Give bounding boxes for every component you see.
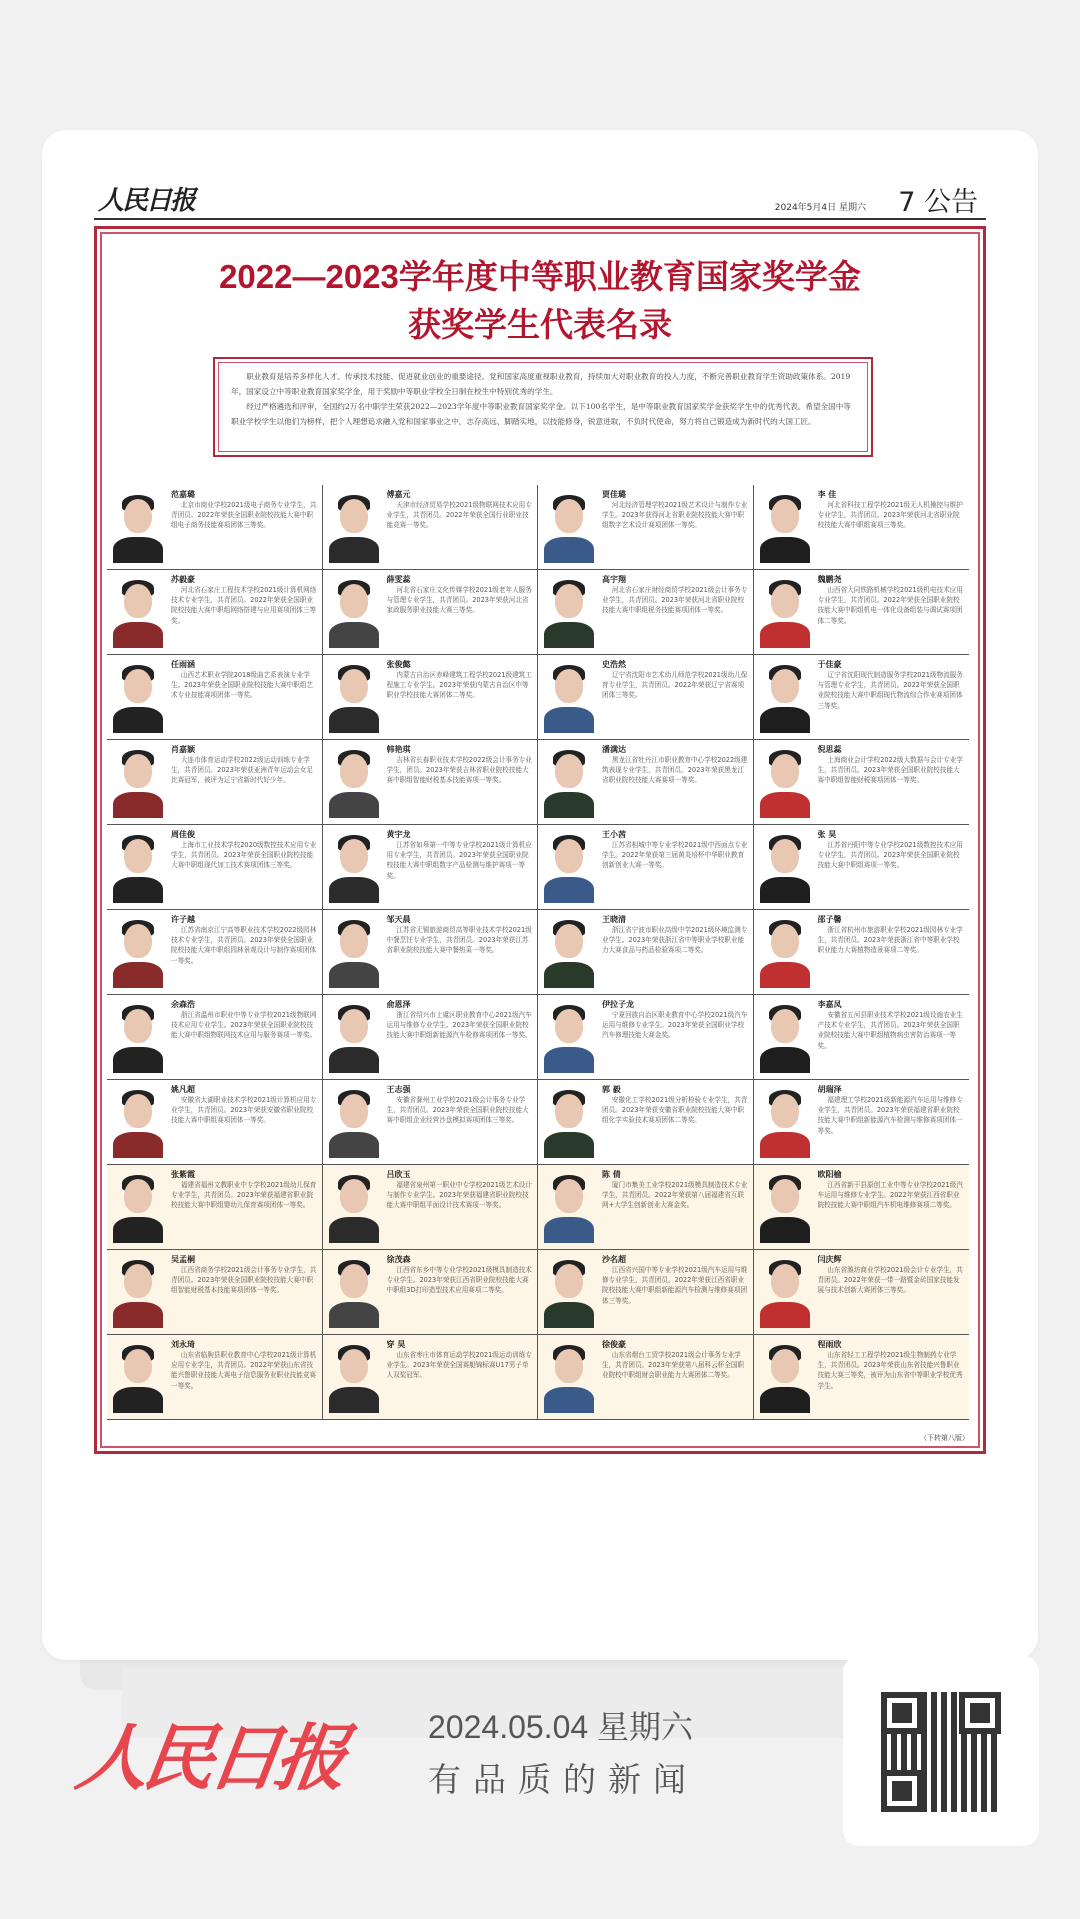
student-bio: 江西省兴国中等专业学校2021级汽车运用与维修专业学生，共青团员。2022年荣获江西省职业院校技能大赛中职组新能源汽车检测与维修赛项团体三等奖。 [602, 1266, 748, 1305]
page-title: 2022—2023学年度中等职业教育国家奖学金 [219, 258, 861, 295]
student-name: 傅嘉元 [386, 490, 411, 499]
student-entry [754, 825, 970, 910]
student-bio: 天津市经济贸易学校2021级物联网技术应用专业学生，共青团员。2022年荣获全国行业职业技能竞赛一等奖。 [386, 501, 532, 530]
footer-logo: 人民日报 [71, 1715, 348, 1800]
student-bio: 山东省轻工工程学校2021级生物制药专业学生，共青团员。2023年荣获山东省技能兴鲁职业技能大赛三等奖，被评为山东省中等职业学校优秀学生。 [817, 1351, 963, 1390]
student-entry [538, 1080, 754, 1165]
student-photo [111, 914, 165, 988]
student-entry [754, 740, 970, 825]
student-photo [111, 574, 165, 648]
student-name: 闫庆辉 [817, 1255, 842, 1264]
student-photo [758, 1339, 812, 1413]
student-name: 沙名超 [602, 1255, 626, 1264]
student-name: 高宇翔 [602, 575, 626, 584]
student-bio: 江苏省无锡旅游商贸高等职业技术学校2021级中餐烹饪专业学生，共青团员。2023年荣获江苏省职业院校技能大赛中餐热菜一等奖。 [386, 926, 532, 955]
student-name: 程雨欣 [817, 1340, 842, 1349]
student-entry [754, 570, 970, 655]
student-bio: 福建省福州文教职业中专学校2021级幼儿保育专业学生，共青团员。2023年荣获福建省职业院校技能大赛中职组婴幼儿保育赛项团体一等奖。 [171, 1181, 317, 1210]
student-entry [107, 1250, 323, 1335]
student-name: 吴孟桐 [171, 1255, 195, 1264]
student-bio: 辽宁省沈阳现代制造服务学校2021级物流服务与管理专业学生，共青团员。2022年荣获全国职业院校技能大赛中职组现代物流综合作业赛项团体三等奖。 [817, 671, 963, 710]
student-bio: 河北省石家庄工程技术学校2021级计算机网络技术专业学生，共青团员。2022年荣获全国职业院校技能大赛中职组网络搭建与应用赛项团体三等奖。 [171, 586, 317, 625]
student-entry [323, 995, 539, 1080]
student-bio: 上海商业会计学校2022级大数据与会计专业学生，共青团员。2023年荣获全国职业院校技能大赛中职组智能财税赛项团体一等奖。 [817, 756, 963, 785]
student-bio: 辽宁省沈阳市艺术幼儿师范学校2021级幼儿保育专业学生，共青团员。2022年荣获辽宁省赛项团体三等奖。 [602, 671, 748, 700]
qr-card[interactable] [843, 1656, 1039, 1846]
student-name: 贾佳璐 [602, 490, 626, 499]
masthead-logo: 人民日报 [98, 186, 195, 216]
student-photo [327, 744, 381, 818]
student-bio: 江西省新干县原创工业中等专业学校2021级汽车运用与维修专业学生。2022年荣获江西省职业院校技能大赛中职组汽车机电维修赛项二等奖。 [817, 1181, 963, 1210]
student-entry [754, 485, 970, 570]
student-bio: 山东省临朐县职业教育中心学校2021级计算机应用专业学生，共青团员。2022年荣获山东省技能兴鲁职业技能大赛电子信息服务业职业技能竞赛一等奖。 [171, 1351, 317, 1390]
student-name: 李 佳 [817, 490, 837, 499]
student-entry [754, 1250, 970, 1335]
student-entry [107, 485, 323, 570]
student-name: 伊拉子龙 [602, 1000, 634, 1009]
student-name: 薛雯蕊 [386, 575, 411, 584]
student-name: 胡瑞泽 [817, 1085, 842, 1094]
newspaper-card[interactable] [42, 130, 1038, 1660]
student-entry [107, 910, 323, 995]
student-name: 韩艳琪 [386, 745, 411, 754]
student-name: 陈 倩 [602, 1170, 621, 1179]
student-name: 苏毅豪 [171, 575, 195, 584]
student-photo [758, 999, 812, 1073]
student-photo [327, 1339, 381, 1413]
student-bio: 河北经济管理学校2021级艺术设计与制作专业学生。2023年获得河北省职业院校技能大赛中职组数字艺术设计赛项团体一等奖。 [602, 501, 748, 530]
student-entry [754, 1080, 970, 1165]
student-name: 魏鹏尧 [817, 575, 842, 584]
student-name: 王晓清 [602, 915, 626, 924]
student-bio: 福建省泉州第一职业中专学校2021级艺术设计与制作专业学生。2023年荣获福建省职业院校技能大赛中职组平面设计技术赛项一等奖。 [386, 1181, 532, 1210]
student-photo [111, 829, 165, 903]
student-photo [758, 659, 812, 733]
student-photo [111, 1254, 165, 1328]
student-name: 潘满达 [602, 745, 626, 754]
masthead [94, 178, 986, 220]
student-entry [107, 1080, 323, 1165]
student-bio: 吉林省长春职业技术学校2022级会计事务专业学生，团员。2023年荣获吉林省职业院校技能大赛中职组智能财税基本技能赛项一等奖。 [386, 756, 532, 785]
student-name: 徐茂森 [386, 1255, 411, 1264]
student-entry [107, 655, 323, 740]
student-name: 范嘉璐 [171, 490, 195, 499]
student-bio: 宁夏回族自治区职业教育中心学校2021级汽车运用与维修专业学生。2023年荣获全国职业学校汽车修理技能大赛金奖。 [602, 1011, 748, 1040]
student-name: 姚凡超 [171, 1085, 195, 1094]
student-name: 许子越 [171, 915, 195, 924]
student-bio: 安徽化工学校2021级分析检验专业学生，共青团员。2023年荣获安徽省职业院校技能大赛中职组化学实验技术赛项团体二等奖。 [602, 1096, 748, 1125]
student-entry [107, 570, 323, 655]
student-entry [754, 910, 970, 995]
student-name: 徐俊豪 [602, 1340, 626, 1349]
newspaper-page [94, 178, 986, 1598]
student-bio: 安徽省太湖职业技术学校2021级计算机应用专业学生，共青团员。2023年荣获安徽省职业院校技能大赛中职组赛项团体一等奖。 [171, 1096, 317, 1125]
student-photo [111, 659, 165, 733]
student-bio: 安徽省滁州工业学校2021级会计事务专业学生，共青团员。2023年荣获全国职业院校技能大赛中职组企业经营沙盘模拟赛项团体三等奖。 [386, 1096, 529, 1125]
student-bio: 厦门市集美工业学校2021级模具制造技术专业学生，共青团员。2022年荣获第八届福建省互联网+大学生创新创业大赛金奖。 [602, 1181, 748, 1210]
student-entry [538, 485, 754, 570]
student-photo [327, 829, 381, 903]
student-name: 倪思蕊 [817, 745, 842, 754]
student-entry [538, 570, 754, 655]
student-entry [538, 1335, 754, 1420]
student-name: 张紫霞 [171, 1170, 195, 1179]
student-photo [758, 744, 812, 818]
continued-note: （下转第八版） [920, 1434, 969, 1442]
student-name: 邹天晨 [386, 915, 411, 924]
student-entry [107, 825, 323, 910]
student-photo [542, 659, 596, 733]
student-photo [327, 659, 381, 733]
student-photo [758, 914, 812, 988]
student-entry [538, 1250, 754, 1335]
student-name: 余森浩 [171, 1000, 195, 1009]
student-entry [754, 995, 970, 1080]
student-photo [111, 744, 165, 818]
student-bio: 江西省商务学校2021级会计事务专业学生，共青团员。2023年荣获全国职业院校技能大赛中职组智能财税基本技能赛项团体一等奖。 [171, 1266, 317, 1295]
intro-box [213, 357, 873, 457]
student-name: 肖嘉颖 [171, 745, 195, 754]
student-bio: 浙江省杭州市旅游职业学校2021级园林专业学生，共青团员。2023年荣获浙江省中等职业学校职业能力大赛植物造景赛项二等奖。 [817, 926, 963, 955]
student-photo [542, 1339, 596, 1413]
student-photo [327, 1254, 381, 1328]
student-name: 穿 昊 [386, 1340, 406, 1349]
student-entry [323, 485, 539, 570]
student-photo [327, 1084, 381, 1158]
student-entry [323, 740, 539, 825]
student-entry [538, 1165, 754, 1250]
student-photo [111, 1169, 165, 1243]
student-name: 郭 毅 [602, 1085, 621, 1094]
student-name: 欧阳榆 [817, 1170, 842, 1179]
student-bio: 河北省石家庄财经商贸学校2021级会计事务专业学生，共青团员。2023年荣获河北省职业院校技能大赛中职组税务技能赛项团体一等奖。 [602, 586, 748, 615]
page-subtitle: 获奖学生代表名录 [408, 306, 672, 343]
student-bio: 河北省石家庄文化传媒学校2021级老年人服务与管理专业学生，共青团员。2023年荣获河北省家政服务职业技能大赛三等奖。 [386, 586, 532, 615]
student-entry [107, 1165, 323, 1250]
student-bio: 北京市商业学校2021级电子商务专业学生，共青团员。2022年荣获全国职业院校技能大赛中职组电子商务技能赛项团体三等奖。 [171, 501, 317, 530]
student-photo [327, 489, 381, 563]
student-photo [111, 999, 165, 1073]
announcement-frame [94, 226, 986, 1454]
intro-paragraph: 经过严格遴选和评审，全国约2万名中职学生荣获2022—2023学年度中等职业教育国家奖学金。以下100名学生，是中等职业教育国家奖学金获奖学生中的优秀代表。希望全国中等职业学校学生以他们为榜样，把个人理想追求融入党和国家事业之中，志存高远、脚踏实地，以技能修身，锐意进取，不负时代使命，努力将自己锻造成为新时代的大国工匠。 [231, 402, 851, 426]
student-bio: 河北省科技工程学校2021级无人机操控与维护专业学生，共青团员。2023年荣获河北省职业院校技能大赛中职组赛项三等奖。 [817, 501, 963, 530]
student-grid [107, 485, 969, 1420]
student-photo [542, 914, 596, 988]
student-entry [538, 825, 754, 910]
student-photo [111, 1084, 165, 1158]
student-bio: 山西艺术职业学院2018级曲艺系表演专业学生。2023年荣获全国职业院校技能大赛中职组艺术专业技能赛项团体一等奖。 [171, 671, 314, 700]
student-photo [758, 574, 812, 648]
intro-paragraph: 职业教育是培养多样化人才、传承技术技能、促进就业创业的重要途径。党和国家高度重视职业教育，持续加大对职业教育的投入力度，不断完善职业教育学生资助政策体系。2019年，国家设立中等职业教育国家奖学金，用于奖励中等职业学校全日制在校生中特别优秀的学生。 [231, 372, 851, 396]
student-photo [542, 744, 596, 818]
student-name: 邵子馨 [817, 915, 842, 924]
student-photo [758, 829, 812, 903]
footer-slogan: 有品质的新闻 [428, 1760, 698, 1799]
qr-code-icon[interactable] [881, 1692, 1001, 1812]
student-entry [754, 1165, 970, 1250]
student-name: 张俊懿 [386, 660, 411, 669]
student-entry [323, 1250, 539, 1335]
student-photo [542, 574, 596, 648]
student-entry [323, 1165, 539, 1250]
student-name: 任雨涵 [171, 660, 195, 669]
student-photo [327, 1169, 381, 1243]
student-photo [758, 489, 812, 563]
student-photo [758, 1254, 812, 1328]
page-label: 7 公告 [898, 187, 978, 218]
student-name: 周佳俊 [171, 830, 195, 839]
student-bio: 黑龙江省牡丹江市职业教育中心学校2022级建筑表现专业学生，共青团员。2023年荣获黑龙江省职业院校技能大赛赛项一等奖。 [602, 756, 748, 785]
student-entry [323, 1080, 539, 1165]
student-photo [327, 999, 381, 1073]
student-entry [107, 1335, 323, 1420]
footer-date: 2024.05.04 星期六 [428, 1709, 694, 1745]
student-bio: 江苏省相城中等专业学校2021级中西面点专业学生。2022年荣获第三届黄炎培杯中华职业教育创新创业大赛一等奖。 [602, 841, 748, 870]
student-bio: 山东省枣庄市体育运动学校2021级运动训练专业学生。2023年荣获全国赛艇锦标赛U17男子单人双桨冠军。 [386, 1351, 532, 1380]
student-entry [754, 655, 970, 740]
student-photo [542, 999, 596, 1073]
student-photo [111, 489, 165, 563]
student-entry [754, 1335, 970, 1420]
student-bio: 江苏省如皋第一中等专业学校2021级计算机应用专业学生，共青团员。2023年荣获全国职业院校技能大赛中职组数字产品检测与维护赛项一等奖。 [386, 841, 532, 880]
student-bio: 浙江省宁波市职业高级中学2021级环境监测专业学生。2023年荣获浙江省中等职业学校职业能力大赛食品与药品检验赛项二等奖。 [602, 926, 748, 955]
student-bio: 上海市工业技术学校2020级数控技术应用专业学生，共青团员。2023年荣获全国职业院校技能大赛中职组现代加工技术赛项团体三等奖。 [171, 841, 317, 870]
student-entry [538, 655, 754, 740]
student-bio: 山西省大同铁路机械学校2021级机电技术应用专业学生，共青团员。2022年荣获全国职业院校技能大赛中职组机电一体化设备组装与调试赛项团体二等奖。 [817, 586, 963, 625]
student-entry [107, 740, 323, 825]
student-entry [323, 825, 539, 910]
student-photo [542, 489, 596, 563]
student-name: 史浩然 [602, 660, 626, 669]
student-name: 王志强 [386, 1085, 411, 1094]
masthead-date: 2024年5月4日 星期六 [774, 203, 866, 213]
student-name: 刘永琦 [171, 1340, 195, 1349]
student-bio: 福建理工学校2021级新能源汽车运用与维修专业学生，共青团员。2023年荣获福建省职业院校技能大赛中职组新能源汽车检测与维修赛项团体一等奖。 [817, 1096, 963, 1135]
student-bio: 江西省东乡中等专业学校2021级模具制造技术专业学生。2023年荣获江西省职业院校技能大赛中职组3D打印造型技术应用赛项二等奖。 [386, 1266, 532, 1295]
student-entry [538, 910, 754, 995]
student-bio: 山东省烟台工贸学校2021级会计事务专业学生，共青团员。2023年荣获第八届科云杯全国职业院校中职组财会职业能力大赛团体二等奖。 [602, 1351, 745, 1380]
student-photo [327, 574, 381, 648]
student-bio: 内蒙古自治区赤峰建筑工程学校2021级建筑工程施工专业学生。2023年荣获内蒙古自治区中等职业学校技能大赛团体二等奖。 [386, 671, 532, 700]
student-entry [323, 1335, 539, 1420]
student-photo [758, 1084, 812, 1158]
student-bio: 江苏省丹阳中等专业学校2021级数控技术应用专业学生，共青团员。2023年荣获全国职业院校技能大赛中职组赛项一等奖。 [817, 841, 963, 870]
student-entry [323, 570, 539, 655]
student-entry [107, 995, 323, 1080]
student-bio: 大连市体育运动学校2022级运动训练专业学生，共青团员。2023年荣获亚洲青年运动会女足比赛冠军，被评为辽宁省新时代好少年。 [171, 756, 314, 785]
student-photo [542, 1084, 596, 1158]
student-entry [323, 655, 539, 740]
student-bio: 浙江省温州市职业中等专业学校2021级物联网技术应用专业学生。2023年荣获全国职业院校技能大赛中职组物联网技术应用与服务赛项一等奖。 [171, 1011, 317, 1040]
student-photo [758, 1169, 812, 1243]
student-name: 李嘉凤 [817, 1000, 842, 1009]
student-name: 吕欣玉 [386, 1170, 411, 1179]
student-photo [542, 1254, 596, 1328]
student-bio: 安徽省五河县职业技术学校2021级设施农业生产技术专业学生，共青团员。2023年荣获全国职业院校技能大赛中职组植物病虫害防治赛项一等奖。 [817, 1011, 963, 1050]
student-entry [323, 910, 539, 995]
student-photo [542, 829, 596, 903]
student-photo [542, 1169, 596, 1243]
student-name: 黄宇龙 [386, 830, 411, 839]
student-name: 王小茜 [602, 830, 626, 839]
student-photo [327, 914, 381, 988]
student-bio: 浙江省绍兴市上虞区职业教育中心2021级汽车运用与维修专业学生。2023年荣获全国职业院校技能大赛中职组新能源汽车检修赛项团体一等奖。 [386, 1011, 532, 1040]
student-entry [538, 740, 754, 825]
student-name: 于佳豪 [817, 660, 842, 669]
student-bio: 山东省潍坊商业学校2021级会计专业学生，共青团员。2022年荣获一带一路暨金砖国家技能发展与技术创新大赛团体三等奖。 [817, 1266, 963, 1295]
student-bio: 江苏省南京江宁高等职业技术学校2022级园林技术专业学生，共青团员。2023年荣获全国职业院校技能大赛中职组园林景观设计与制作赛项团体一等奖。 [171, 926, 317, 965]
student-name: 张 昊 [817, 830, 837, 839]
student-entry [538, 995, 754, 1080]
student-photo [111, 1339, 165, 1413]
student-name: 俞恩泽 [386, 1000, 411, 1009]
